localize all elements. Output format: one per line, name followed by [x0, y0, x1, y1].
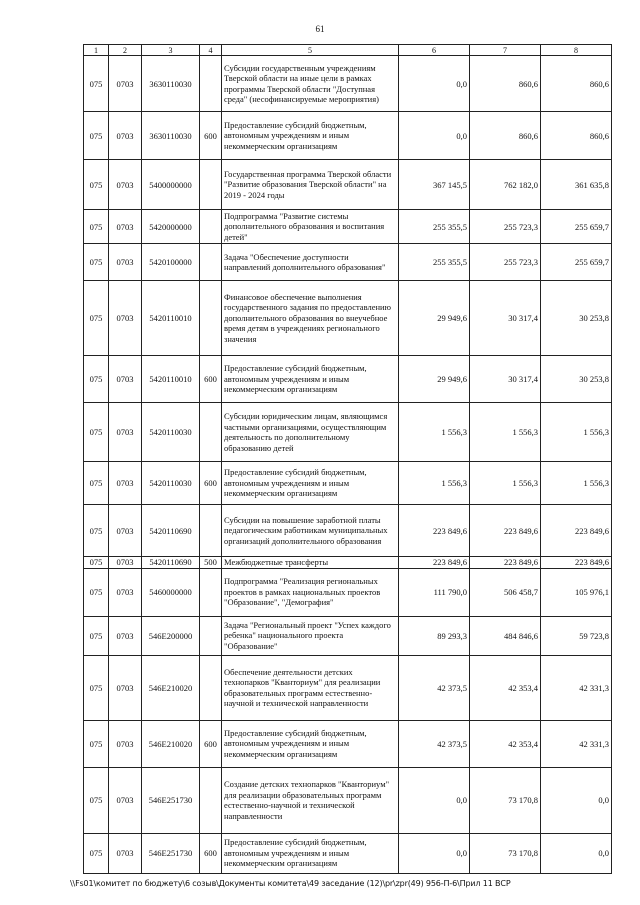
cell-amount-2: 484 846,6: [470, 616, 541, 655]
cell-amount-3: 30 253,8: [541, 281, 612, 356]
cell-target-code: 5420110010: [142, 281, 200, 356]
cell-target-code: 5420110030: [142, 462, 200, 505]
table-row: [84, 112, 612, 160]
header-col-8: 8: [541, 45, 612, 56]
header-col-4: 4: [200, 45, 222, 56]
cell-section-code: 0703: [109, 616, 142, 655]
cell-amount-2: 255 723,3: [470, 244, 541, 281]
header-col-2: 2: [109, 45, 142, 56]
cell-section-code: 0703: [109, 462, 142, 505]
table-row: [84, 160, 612, 210]
cell-section-code: 0703: [109, 767, 142, 833]
cell-target-code: 546E210020: [142, 720, 200, 767]
cell-admin-code: 075: [84, 281, 109, 356]
cell-amount-3: 361 635,8: [541, 160, 612, 210]
cell-expense-type: [200, 655, 222, 720]
table-row: [84, 56, 612, 112]
cell-amount-3: 0,0: [541, 767, 612, 833]
cell-section-code: 0703: [109, 833, 142, 873]
cell-admin-code: 075: [84, 505, 109, 557]
cell-description: Финансовое обеспечение выполнения государственного задания по предоставлению дополнительного образования во внеучебное время детям в учреждениях регионального значения: [222, 281, 399, 356]
cell-amount-2: 30 317,4: [470, 281, 541, 356]
cell-admin-code: 075: [84, 356, 109, 403]
cell-amount-3: 1 556,3: [541, 403, 612, 462]
cell-description: Подпрограмма "Реализация региональных проектов в рамках национальных проектов "Образование", "Демография": [222, 568, 399, 616]
cell-expense-type: 600: [200, 356, 222, 403]
cell-amount-1: 255 355,5: [399, 244, 470, 281]
cell-amount-1: 0,0: [399, 833, 470, 873]
table-row: [84, 281, 612, 356]
header-col-5: 5: [222, 45, 399, 56]
cell-description: Субсидии государственным учреждениям Тверской области на иные цели в рамках программы Тверской области "Доступная среда" (несофинансируемые мероприятия): [222, 56, 399, 112]
cell-amount-1: 42 373,5: [399, 655, 470, 720]
cell-target-code: 5420110030: [142, 403, 200, 462]
cell-amount-3: 42 331,3: [541, 720, 612, 767]
table-row: [84, 462, 612, 505]
header-col-1: 1: [84, 45, 109, 56]
cell-admin-code: 075: [84, 112, 109, 160]
cell-amount-3: 255 659,7: [541, 244, 612, 281]
header-col-7: 7: [470, 45, 541, 56]
cell-description: Субсидии на повышение заработной платы педагогическим работникам муниципальных организаций дополнительного образования: [222, 505, 399, 557]
table-row: [84, 655, 612, 720]
header-col-3: 3: [142, 45, 200, 56]
cell-amount-2: 223 849,6: [470, 557, 541, 569]
cell-description: Предоставление субсидий бюджетным, автономным учреждениям и иным некоммерческим организациям: [222, 833, 399, 873]
cell-section-code: 0703: [109, 244, 142, 281]
cell-target-code: 5420110010: [142, 356, 200, 403]
cell-amount-1: 29 949,6: [399, 281, 470, 356]
cell-amount-2: 860,6: [470, 112, 541, 160]
cell-admin-code: 075: [84, 403, 109, 462]
cell-amount-3: 223 849,6: [541, 505, 612, 557]
cell-amount-2: 223 849,6: [470, 505, 541, 557]
cell-description: Субсидии юридическим лицам, являющимся частными организациями, осуществляющим деятельность по дополнительному образованию детей: [222, 403, 399, 462]
cell-amount-1: 0,0: [399, 112, 470, 160]
cell-admin-code: 075: [84, 767, 109, 833]
cell-target-code: 546E200000: [142, 616, 200, 655]
table-row: [84, 616, 612, 655]
cell-section-code: 0703: [109, 720, 142, 767]
table-row: [84, 833, 612, 873]
cell-amount-1: 0,0: [399, 56, 470, 112]
cell-amount-2: 42 353,4: [470, 720, 541, 767]
cell-amount-2: 30 317,4: [470, 356, 541, 403]
cell-amount-2: 1 556,3: [470, 462, 541, 505]
cell-section-code: 0703: [109, 505, 142, 557]
cell-expense-type: [200, 56, 222, 112]
page-number: 61: [315, 24, 325, 34]
cell-amount-3: 30 253,8: [541, 356, 612, 403]
cell-expense-type: [200, 281, 222, 356]
cell-admin-code: 075: [84, 557, 109, 569]
cell-admin-code: 075: [84, 210, 109, 244]
cell-expense-type: 500: [200, 557, 222, 569]
cell-target-code: 5420110690: [142, 505, 200, 557]
cell-amount-1: 223 849,6: [399, 505, 470, 557]
budget-table: [83, 44, 612, 874]
cell-description: Предоставление субсидий бюджетным, автономным учреждениям и иным некоммерческим организациям: [222, 356, 399, 403]
table-row: [84, 720, 612, 767]
cell-section-code: 0703: [109, 557, 142, 569]
table-row: [84, 767, 612, 833]
cell-target-code: 3630110030: [142, 112, 200, 160]
cell-amount-1: 255 355,5: [399, 210, 470, 244]
cell-amount-2: 42 353,4: [470, 655, 541, 720]
cell-admin-code: 075: [84, 462, 109, 505]
cell-amount-2: 860,6: [470, 56, 541, 112]
cell-admin-code: 075: [84, 616, 109, 655]
cell-target-code: 5460000000: [142, 568, 200, 616]
cell-target-code: 5400000000: [142, 160, 200, 210]
cell-target-code: 546E251730: [142, 767, 200, 833]
cell-amount-2: 506 458,7: [470, 568, 541, 616]
cell-section-code: 0703: [109, 655, 142, 720]
cell-admin-code: 075: [84, 244, 109, 281]
cell-amount-2: 255 723,3: [470, 210, 541, 244]
cell-amount-3: 860,6: [541, 56, 612, 112]
table-header-row: [84, 45, 612, 56]
cell-amount-1: 1 556,3: [399, 462, 470, 505]
cell-expense-type: [200, 210, 222, 244]
cell-amount-2: 1 556,3: [470, 403, 541, 462]
cell-amount-1: 1 556,3: [399, 403, 470, 462]
cell-description: Задача "Обеспечение доступности направлений дополнительного образования": [222, 244, 399, 281]
cell-amount-2: 73 170,8: [470, 833, 541, 873]
cell-description: Обеспечение деятельности детских технопарков "Кванториум" для реализации образовательных программ естественно-научной и технической направленности: [222, 655, 399, 720]
cell-target-code: 5420000000: [142, 210, 200, 244]
cell-expense-type: 600: [200, 720, 222, 767]
cell-amount-2: 73 170,8: [470, 767, 541, 833]
cell-expense-type: [200, 244, 222, 281]
table-row: [84, 568, 612, 616]
cell-description: Предоставление субсидий бюджетным, автономным учреждениям и иным некоммерческим организациям: [222, 462, 399, 505]
cell-expense-type: [200, 505, 222, 557]
cell-target-code: 3630110030: [142, 56, 200, 112]
cell-expense-type: [200, 616, 222, 655]
cell-section-code: 0703: [109, 112, 142, 160]
cell-amount-3: 59 723,8: [541, 616, 612, 655]
cell-amount-3: 42 331,3: [541, 655, 612, 720]
table-row: [84, 505, 612, 557]
cell-description: Предоставление субсидий бюджетным, автономным учреждениям и иным некоммерческим организациям: [222, 112, 399, 160]
cell-section-code: 0703: [109, 356, 142, 403]
cell-expense-type: 600: [200, 112, 222, 160]
cell-amount-3: 223 849,6: [541, 557, 612, 569]
cell-description: Создание детских технопарков "Кванториум" для реализации образовательных программ естественно-научной и технической направленности: [222, 767, 399, 833]
cell-description: Государственная программа Тверской области "Развитие образования Тверской области" на 2019 - 2024 годы: [222, 160, 399, 210]
cell-section-code: 0703: [109, 210, 142, 244]
cell-description: Подпрограмма "Развитие системы дополнительного образования и воспитания детей": [222, 210, 399, 244]
cell-expense-type: [200, 568, 222, 616]
cell-expense-type: [200, 767, 222, 833]
cell-amount-1: 29 949,6: [399, 356, 470, 403]
cell-amount-3: 255 659,7: [541, 210, 612, 244]
cell-target-code: 546E251730: [142, 833, 200, 873]
cell-expense-type: 600: [200, 462, 222, 505]
cell-amount-3: 1 556,3: [541, 462, 612, 505]
table-row: [84, 210, 612, 244]
footer-file-path: \\Fs01\комитет по бюджету\6 созыв\Документы комитета\49 заседание (12)\pr\zpr(49) 956-П-6\Прил 11 ВСР: [70, 879, 511, 888]
cell-section-code: 0703: [109, 160, 142, 210]
cell-section-code: 0703: [109, 568, 142, 616]
cell-amount-1: 111 790,0: [399, 568, 470, 616]
cell-section-code: 0703: [109, 403, 142, 462]
cell-expense-type: [200, 403, 222, 462]
table-row: [84, 356, 612, 403]
cell-admin-code: 075: [84, 720, 109, 767]
cell-amount-1: 42 373,5: [399, 720, 470, 767]
cell-section-code: 0703: [109, 56, 142, 112]
cell-amount-1: 89 293,3: [399, 616, 470, 655]
cell-amount-3: 105 976,1: [541, 568, 612, 616]
table-row: [84, 403, 612, 462]
cell-admin-code: 075: [84, 160, 109, 210]
cell-amount-3: 860,6: [541, 112, 612, 160]
cell-admin-code: 075: [84, 568, 109, 616]
cell-amount-2: 762 182,0: [470, 160, 541, 210]
cell-amount-1: 0,0: [399, 767, 470, 833]
cell-expense-type: [200, 160, 222, 210]
table-row: [84, 557, 612, 569]
cell-target-code: 546E210020: [142, 655, 200, 720]
table-row: [84, 244, 612, 281]
cell-target-code: 5420110690: [142, 557, 200, 569]
cell-admin-code: 075: [84, 56, 109, 112]
cell-amount-1: 367 145,5: [399, 160, 470, 210]
cell-section-code: 0703: [109, 281, 142, 356]
cell-admin-code: 075: [84, 655, 109, 720]
cell-description: Межбюджетные трансферты: [222, 557, 399, 569]
header-col-6: 6: [399, 45, 470, 56]
cell-expense-type: 600: [200, 833, 222, 873]
cell-description: Задача "Региональный проект "Успех каждого ребенка" национального проекта "Образование": [222, 616, 399, 655]
cell-amount-1: 223 849,6: [399, 557, 470, 569]
cell-admin-code: 075: [84, 833, 109, 873]
cell-description: Предоставление субсидий бюджетным, автономным учреждениям и иным некоммерческим организациям: [222, 720, 399, 767]
cell-target-code: 5420100000: [142, 244, 200, 281]
cell-amount-3: 0,0: [541, 833, 612, 873]
